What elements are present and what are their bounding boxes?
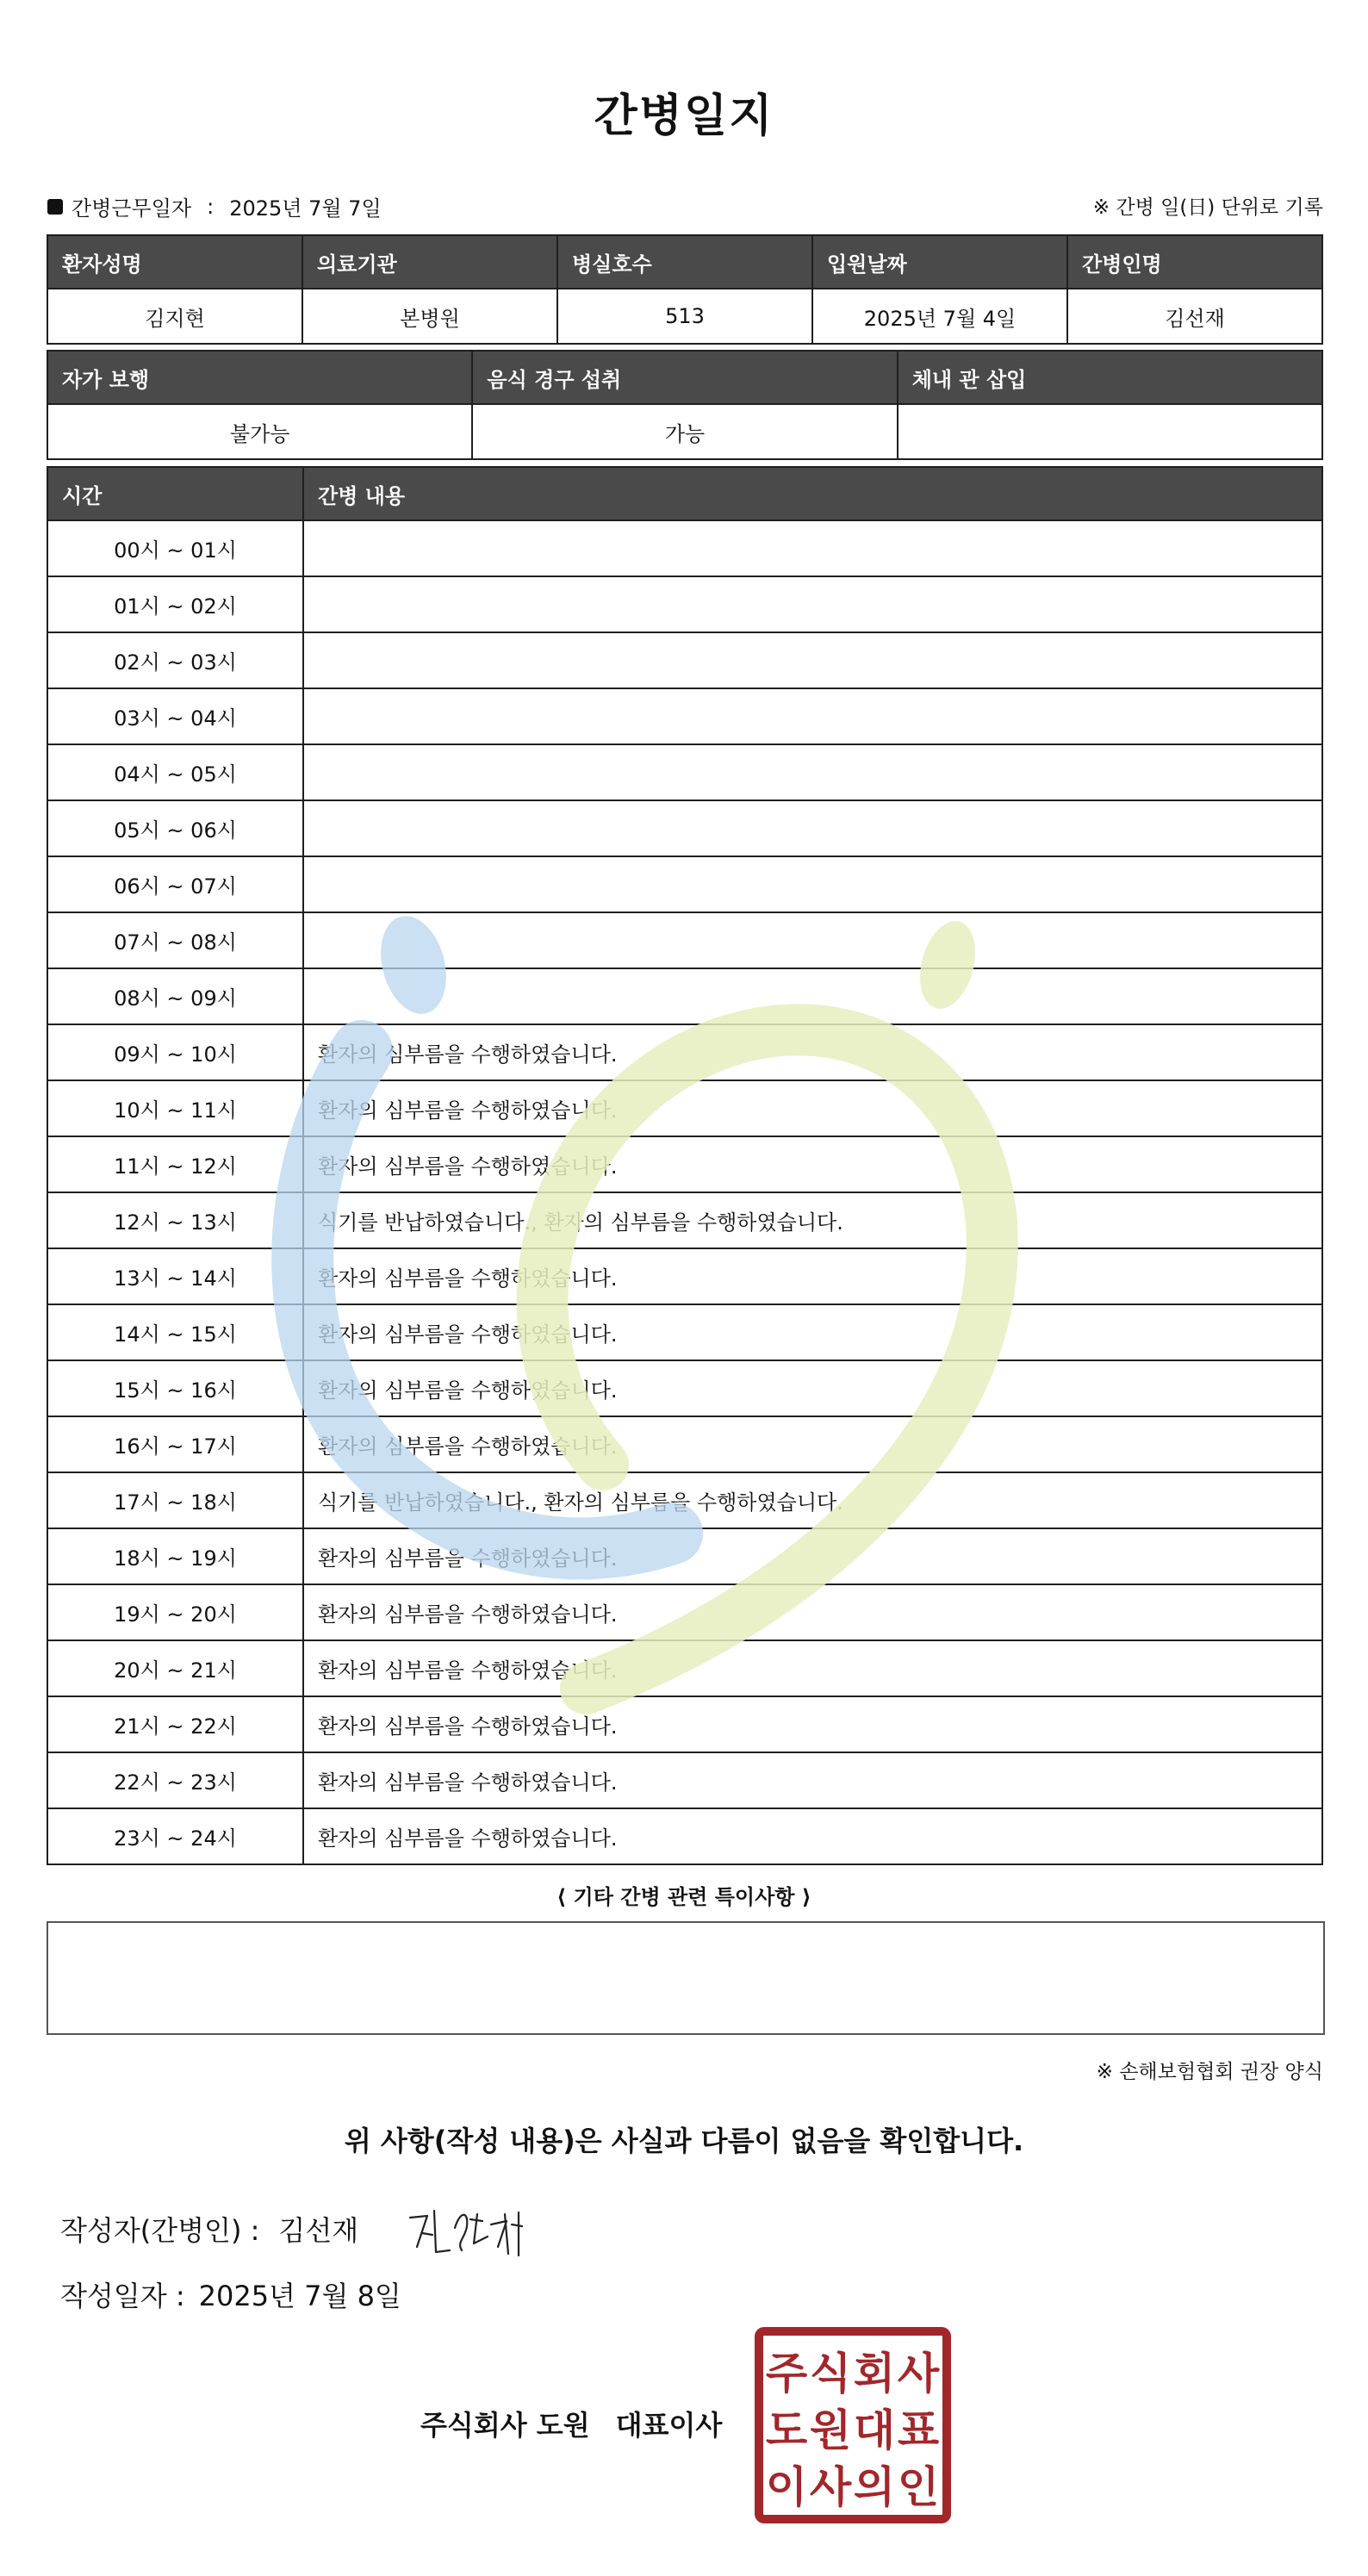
care-content: 환자의 심부름을 수행하였습니다.	[303, 1304, 1322, 1360]
care-content	[303, 632, 1322, 688]
time-slot: 08시 ~ 09시	[47, 968, 303, 1024]
patient-status-table	[47, 350, 1323, 460]
time-slot: 05시 ~ 06시	[47, 800, 303, 856]
oral-intake-header: 음식 경구 섭취	[472, 351, 897, 404]
schedule-row	[47, 1808, 1322, 1864]
care-content: 환자의 심부름을 수행하였습니다.	[303, 1360, 1322, 1416]
time-slot: 00시 ~ 01시	[47, 520, 303, 576]
care-schedule-table	[47, 466, 1323, 1865]
seal-character: 대	[853, 2405, 896, 2455]
oral-intake-value: 가능	[472, 404, 897, 459]
written-date-label: 작성일자 :	[60, 2280, 185, 2312]
time-slot: 22시 ~ 23시	[47, 1752, 303, 1808]
confirmation-statement: 위 사항(작성 내용)은 사실과 다름이 없음을 확인합니다.	[344, 2125, 1024, 2157]
time-slot: 15시 ~ 16시	[47, 1360, 303, 1416]
schedule-row	[47, 1752, 1322, 1808]
seal-character: 사	[809, 2462, 852, 2512]
patient-name-value: 김지현	[47, 289, 302, 344]
schedule-row	[47, 1472, 1322, 1528]
writer-line	[60, 2209, 358, 2249]
admission-date-value: 2025년 7월 4일	[812, 289, 1067, 344]
seal-character: 회	[853, 2349, 896, 2399]
care-content: 환자의 심부름을 수행하였습니다.	[303, 1808, 1322, 1864]
patient-header-row	[47, 235, 1322, 289]
schedule-row	[47, 688, 1322, 744]
insurance-note: ※ 손해보험협회 권장 양식	[1096, 2061, 1323, 2083]
schedule-row	[47, 800, 1322, 856]
status-value-row	[47, 404, 1322, 459]
care-content-header: 간병 내용	[303, 467, 1322, 520]
company-seal-stamp	[754, 2326, 952, 2524]
schedule-row	[47, 1136, 1322, 1192]
time-slot: 12시 ~ 13시	[47, 1192, 303, 1248]
care-content	[303, 520, 1322, 576]
seal-character: 의	[853, 2462, 896, 2512]
care-content: 환자의 심부름을 수행하였습니다.	[303, 1696, 1322, 1752]
company-name: 주식회사 도원	[420, 2409, 590, 2442]
time-slot: 09시 ~ 10시	[47, 1024, 303, 1080]
schedule-row	[47, 1528, 1322, 1584]
tube-insertion-header: 체내 관 삽입	[898, 351, 1322, 404]
schedule-row	[47, 968, 1322, 1024]
hospital-value: 본병원	[302, 289, 557, 344]
schedule-row	[47, 576, 1322, 632]
care-content: 환자의 심부름을 수행하였습니다.	[303, 1024, 1322, 1080]
care-content: 식기를 반납하였습니다., 환자의 심부름을 수행하였습니다.	[303, 1192, 1322, 1248]
time-slot: 02시 ~ 03시	[47, 632, 303, 688]
work-date	[47, 191, 382, 221]
care-content	[303, 968, 1322, 1024]
care-content	[303, 800, 1322, 856]
schedule-row	[47, 1696, 1322, 1752]
schedule-row	[47, 856, 1322, 912]
self-walking-header: 자가 보행	[47, 351, 472, 404]
care-content: 식기를 반납하였습니다., 환자의 심부름을 수행하였습니다.	[303, 1472, 1322, 1528]
time-slot: 11시 ~ 12시	[47, 1136, 303, 1192]
time-slot: 04시 ~ 05시	[47, 744, 303, 800]
time-slot: 19시 ~ 20시	[47, 1584, 303, 1640]
seal-character: 원	[809, 2405, 852, 2455]
care-content: 환자의 심부름을 수행하였습니다.	[303, 1752, 1322, 1808]
time-slot: 20시 ~ 21시	[47, 1640, 303, 1696]
self-walking-value: 불가능	[47, 404, 472, 459]
remarks-box	[47, 1921, 1325, 2035]
time-slot: 17시 ~ 18시	[47, 1472, 303, 1528]
seal-character: 식	[809, 2349, 852, 2399]
work-date-value: 2025년 7월 7일	[229, 196, 382, 221]
seal-character: 이	[765, 2462, 808, 2512]
seal-characters	[766, 2349, 940, 2512]
admission-date-header: 입원날짜	[812, 235, 1067, 289]
handwritten-signature	[405, 2202, 543, 2262]
seal-character: 주	[765, 2349, 808, 2399]
caregiver-name-header: 간병인명	[1067, 235, 1322, 289]
schedule-row	[47, 1304, 1322, 1360]
patient-info-table	[47, 234, 1323, 345]
care-content	[303, 912, 1322, 968]
care-content	[303, 688, 1322, 744]
company-line	[420, 2404, 722, 2443]
time-slot: 01시 ~ 02시	[47, 576, 303, 632]
care-content: 환자의 심부름을 수행하였습니다.	[303, 1528, 1322, 1584]
care-content	[303, 856, 1322, 912]
care-content: 환자의 심부름을 수행하였습니다.	[303, 1248, 1322, 1304]
work-date-colon: :	[207, 194, 215, 219]
seal-character: 사	[897, 2349, 940, 2399]
time-slot: 16시 ~ 17시	[47, 1416, 303, 1472]
patient-value-row	[47, 289, 1322, 344]
time-slot: 23시 ~ 24시	[47, 1808, 303, 1864]
patient-name-header: 환자성명	[47, 235, 302, 289]
schedule-row	[47, 632, 1322, 688]
care-content: 환자의 심부름을 수행하였습니다.	[303, 1136, 1322, 1192]
time-slot: 03시 ~ 04시	[47, 688, 303, 744]
schedule-row	[47, 1640, 1322, 1696]
schedule-row	[47, 1360, 1322, 1416]
care-content: 환자의 심부름을 수행하였습니다.	[303, 1416, 1322, 1472]
time-slot: 07시 ~ 08시	[47, 912, 303, 968]
room-number-value: 513	[557, 289, 812, 344]
tube-insertion-value	[898, 404, 1322, 459]
schedule-row	[47, 1248, 1322, 1304]
schedule-row	[47, 1584, 1322, 1640]
document-title: 간병일지	[594, 90, 774, 142]
representative-title: 대표이사	[615, 2409, 723, 2442]
status-header-row	[47, 351, 1322, 404]
hospital-header: 의료기관	[302, 235, 557, 289]
writer-label: 작성자(간병인) :	[60, 2214, 260, 2247]
seal-character: 도	[765, 2405, 808, 2455]
time-slot: 10시 ~ 11시	[47, 1080, 303, 1136]
writer-name: 김선재	[278, 2214, 359, 2247]
written-date-value: 2025년 7월 8일	[198, 2280, 401, 2312]
caregiver-name-value: 김선재	[1067, 289, 1322, 344]
unit-note: ※ 간병 일(日) 단위로 기록	[1092, 196, 1323, 219]
seal-character: 표	[897, 2405, 940, 2455]
time-slot: 13시 ~ 14시	[47, 1248, 303, 1304]
care-content	[303, 576, 1322, 632]
time-slot: 18시 ~ 19시	[47, 1528, 303, 1584]
time-slot: 14시 ~ 15시	[47, 1304, 303, 1360]
care-content: 환자의 심부름을 수행하였습니다.	[303, 1584, 1322, 1640]
schedule-row	[47, 912, 1322, 968]
remarks-title: ⟨ 기타 간병 관련 특이사항 ⟩	[557, 1885, 811, 1909]
schedule-row	[47, 1080, 1322, 1136]
schedule-row	[47, 520, 1322, 576]
work-date-label: 간병근무일자	[72, 196, 192, 221]
seal-character: 인	[897, 2462, 940, 2512]
square-bullet-icon	[47, 199, 63, 215]
care-content: 환자의 심부름을 수행하였습니다.	[303, 1080, 1322, 1136]
time-header: 시간	[47, 467, 303, 520]
schedule-header-row	[47, 467, 1322, 520]
time-slot: 21시 ~ 22시	[47, 1696, 303, 1752]
care-content	[303, 744, 1322, 800]
schedule-row	[47, 1416, 1322, 1472]
schedule-row	[47, 1192, 1322, 1248]
time-slot: 06시 ~ 07시	[47, 856, 303, 912]
care-content: 환자의 심부름을 수행하였습니다.	[303, 1640, 1322, 1696]
schedule-row	[47, 744, 1322, 800]
schedule-row	[47, 1024, 1322, 1080]
written-date-line	[60, 2274, 401, 2314]
room-number-header: 병실호수	[557, 235, 812, 289]
